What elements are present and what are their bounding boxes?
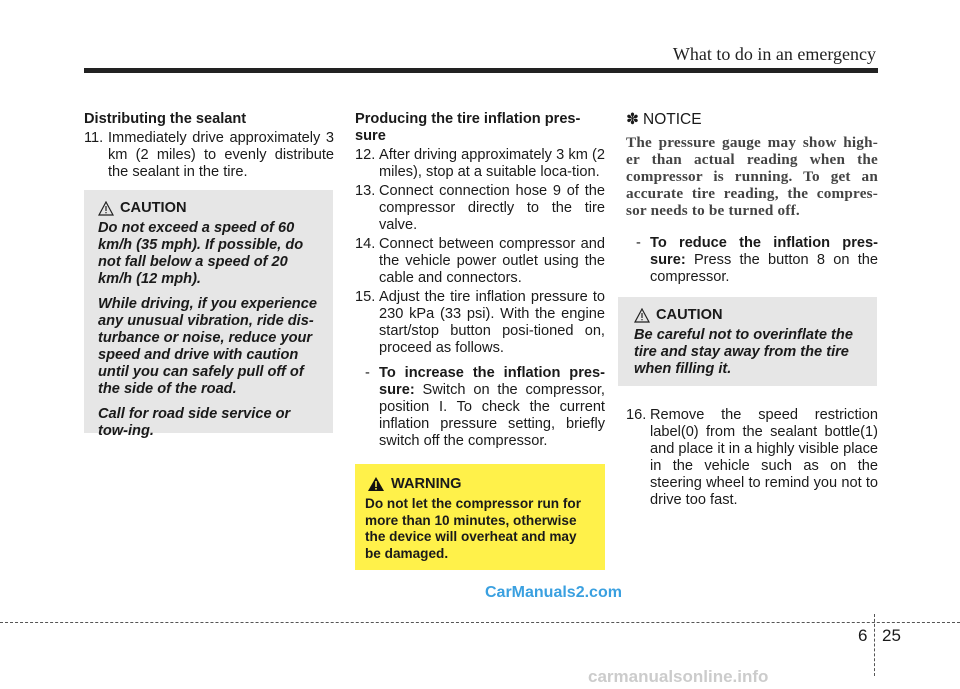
dash: - [636, 235, 641, 251]
sub-lead: To increase the inflation pres-sure: [379, 365, 605, 398]
header-rule [84, 68, 878, 73]
footer-rule [0, 622, 960, 623]
column-2 [355, 111, 605, 450]
step-13 [355, 183, 605, 234]
caution-p1: Do not exceed a speed of 60 km/h (35 mph). If possible, do not fall below a speed of 20 km/h (12 mph). [98, 220, 304, 287]
sub-text: Switch on the compressor, position I. To check the current inflation pressure setting, briefly switch off the compressor. [379, 382, 605, 449]
caution-title [98, 200, 323, 216]
caution-body: Be careful not to overinflate the tire and stay away from the tire when filling it. [634, 327, 853, 377]
caution-p3: Call for road side service or tow-ing. [98, 406, 291, 439]
caution-body [98, 220, 323, 440]
notice-body: The pressure gauge may show high-er than actual reading when the compressor is running. To get an accurate tire reading, the compres-sor needs to be turned off. [626, 134, 878, 219]
caution-triangle-icon [634, 308, 650, 323]
chapter-number: 6 [858, 626, 868, 645]
step-number: 13. [355, 183, 376, 199]
step-text: Adjust the tire inflation pressure to 230 kPa (33 psi). With the engine start/stop button posi-tioned on, proceed as follows. [379, 289, 605, 356]
page-divider [874, 614, 875, 676]
reduce-pressure-item [626, 235, 878, 286]
watermark-carmanuals2: CarManuals2.com [485, 584, 622, 601]
warning-box [355, 464, 605, 570]
caution-triangle-icon [98, 201, 114, 216]
watermark-carmanualsonline: carmanualsonline.info [588, 667, 769, 686]
step-number: 11. [84, 130, 104, 146]
step-14 [355, 236, 605, 287]
warning-title [365, 476, 595, 492]
producing-heading: Producing the tire inflation pres-sure [355, 111, 581, 144]
notice-star-icon: ✽ [626, 111, 639, 128]
warning-triangle-icon [367, 476, 385, 492]
dash: - [365, 365, 370, 381]
caution-title-text: CAUTION [120, 200, 187, 216]
step-text: Immediately drive approximately 3 km (2 miles) to evenly distribute the sealant in the tire. [108, 130, 334, 180]
column-1 [84, 111, 334, 181]
caution-p2: While driving, if you experience any unusual vibration, ride dis-turbance or noise, reduce your speed and drive with caution until you can safely pull off of the side of the road. [98, 296, 317, 397]
step-text: Remove the speed restriction label(0) from the sealant bottle(1) and place it in a highly visible place in the vehicle such as on the steering wheel to remind you not to drive too fast. [650, 407, 878, 508]
step-number: 14. [355, 236, 376, 252]
warning-body: Do not let the compressor run for more than 10 minutes, otherwise the device will overheat and may be damaged. [365, 496, 582, 561]
section-title: What to do in an emergency [672, 44, 876, 64]
step-text: After driving approximately 3 km (2 miles), stop at a suitable loca-tion. [379, 147, 605, 180]
notice-title [626, 111, 878, 128]
sub-lead: To reduce the inflation pres-sure: [650, 235, 878, 268]
step-number: 16. [626, 407, 647, 423]
step-text: Connect between compressor and the vehicle power outlet using the cable and connectors. [379, 236, 605, 286]
warning-title-text: WARNING [391, 476, 462, 492]
caution-title-text: CAUTION [656, 307, 723, 323]
step-15 [355, 289, 605, 357]
step-16 [626, 407, 878, 509]
notice-title-text: NOTICE [643, 111, 702, 128]
step-number: 12. [355, 147, 376, 163]
increase-pressure-item [355, 365, 605, 450]
step-text: Connect connection hose 9 of the compressor directly to the tire valve. [379, 183, 605, 233]
step-number: 15. [355, 289, 376, 305]
distributing-heading: Distributing the sealant [84, 111, 247, 127]
step-11 [84, 130, 334, 181]
caution-box-speed [84, 190, 333, 439]
caution-box-overinflate [618, 297, 877, 386]
sub-text: Press the button 8 on the compressor. [650, 252, 878, 285]
page-number: 25 [882, 626, 901, 645]
caution-title [634, 307, 867, 323]
step-12 [355, 147, 605, 181]
